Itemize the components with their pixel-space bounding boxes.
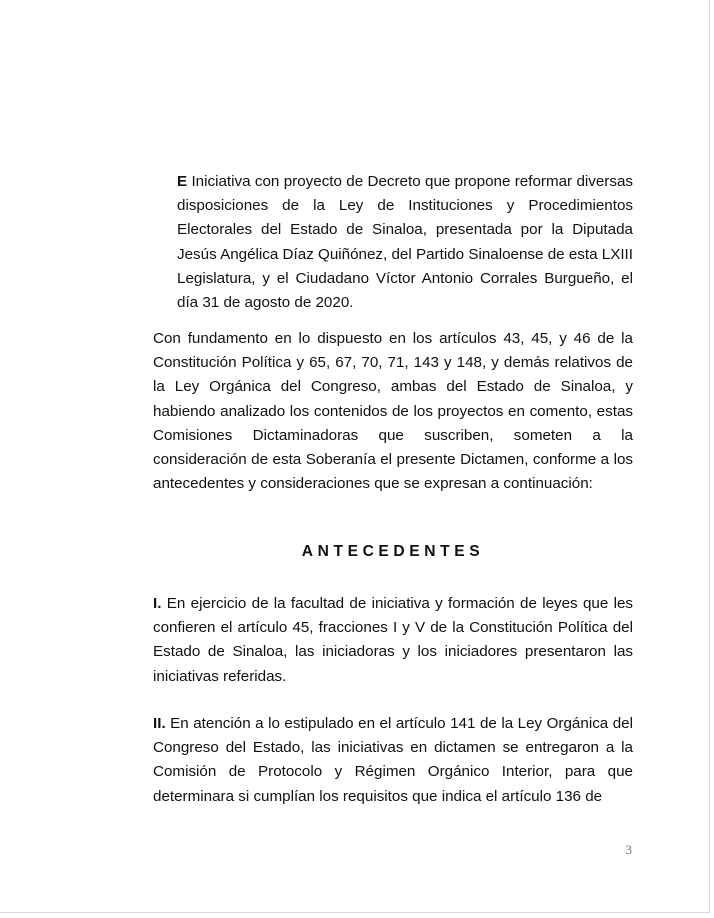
section-heading-antecedentes: ANTECEDENTES: [301, 543, 485, 560]
paragraph-legal-basis: Con fundamento en lo dispuesto en los artículos 43, 45, y 46 de la Constitución Política y 65, 67, 70, 71, 143 y 148, y demás relativos de la Ley Orgánica del Congreso, ambas del Estado de Sinaloa, y habiendo analizado los contenidos de los proyectos en comento, estas Comisiones Dictaminadoras que suscriben, someten a la consideración de esta Soberanía el presente Dictamen, conforme a los antecedentes y consideraciones que se expresan a continuación:: [153, 330, 633, 493]
paragraph-i-lead: I.: [153, 595, 162, 612]
page-number: 3: [625, 842, 632, 857]
paragraph-e-text: Iniciativa con proyecto de Decreto que propone reformar diversas disposiciones de la Ley de Instituciones y Procedimientos Electorales del Estado de Sinaloa, presentada por la Diputada Jesús Angélica Díaz Quiñónez, del Partido Sinaloense de esta LXIII Legislatura, y el Ciudadano Víctor Antonio Corrales Burgueño, el día 31 de agosto de 2020.: [177, 173, 633, 312]
paragraph-antecedent-ii: [153, 712, 633, 809]
paragraph-i-text: En ejercicio de la facultad de iniciativa y formación de leyes que les confieren el artículo 45, fracciones I y V de la Constitución Política del Estado de Sinaloa, las iniciadoras y los iniciadores presentaron las iniciativas referidas.: [153, 595, 633, 685]
paragraph-ii-lead: II.: [153, 715, 166, 732]
paragraph-e-lead: E: [177, 173, 188, 190]
paragraph-ii-text: En atención a lo estipulado en el artículo 141 de la Ley Orgánica del Congreso del Estado, las iniciativas en dictamen se entregaron a la Comisión de Protocolo y Régimen Orgánico Interior, para que determinara si cumplían los requisitos que indica el artículo 136 de: [153, 715, 633, 805]
paragraph-initiative-e: [177, 170, 633, 315]
paragraph-antecedent-i: [153, 592, 633, 689]
